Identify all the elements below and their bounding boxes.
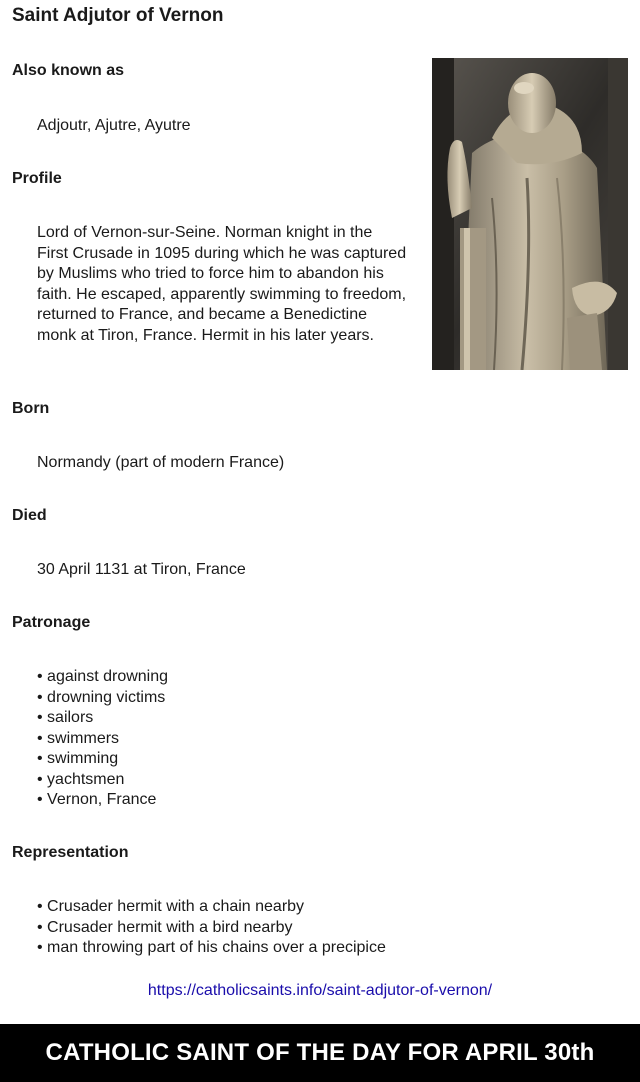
list-item: • drowning victims xyxy=(37,688,168,709)
profile-text: Lord of Vernon-sur-Seine. Norman knight in the First Crusade in 1095 during which he was captured by Muslims who tried to force him to abandon his faith. He escaped, apparently swimming to freedom, returned to France, and became a Benedictine monk at Tiron, France. Hermit in his later years. xyxy=(37,224,407,344)
list-item: • Crusader hermit with a chain nearby xyxy=(37,897,386,918)
footer-banner: CATHOLIC SAINT OF THE DAY FOR APRIL 30th xyxy=(0,1024,640,1082)
died-heading: Died xyxy=(12,507,47,524)
representation-list xyxy=(37,897,386,959)
statue-photo xyxy=(432,58,628,370)
also-known-as-heading: Also known as xyxy=(12,62,125,79)
source-link[interactable]: https://catholicsaints.info/saint-adjutor-of-vernon/ xyxy=(147,982,493,999)
list-item: • swimming xyxy=(37,749,168,770)
patronage-list xyxy=(37,667,168,811)
list-item: • Vernon, France xyxy=(37,790,168,811)
list-item: • against drowning xyxy=(37,667,168,688)
died-text: 30 April 1131 at Tiron, France xyxy=(37,561,246,578)
profile-heading: Profile xyxy=(12,170,62,187)
also-known-as-text: Adjoutr, Ajutre, Ayutre xyxy=(37,117,191,134)
born-text: Normandy (part of modern France) xyxy=(37,454,285,471)
list-item: • Crusader hermit with a bird nearby xyxy=(37,918,386,939)
list-item: • yachtsmen xyxy=(37,770,168,791)
list-item: • swimmers xyxy=(37,729,168,750)
representation-heading: Representation xyxy=(12,844,129,861)
list-item: • man throwing part of his chains over a precipice xyxy=(37,938,386,959)
statue-icon xyxy=(432,58,628,370)
list-item: • sailors xyxy=(37,708,168,729)
born-heading: Born xyxy=(12,400,50,417)
page-title: Saint Adjutor of Vernon xyxy=(12,5,224,26)
patronage-heading: Patronage xyxy=(12,614,91,631)
